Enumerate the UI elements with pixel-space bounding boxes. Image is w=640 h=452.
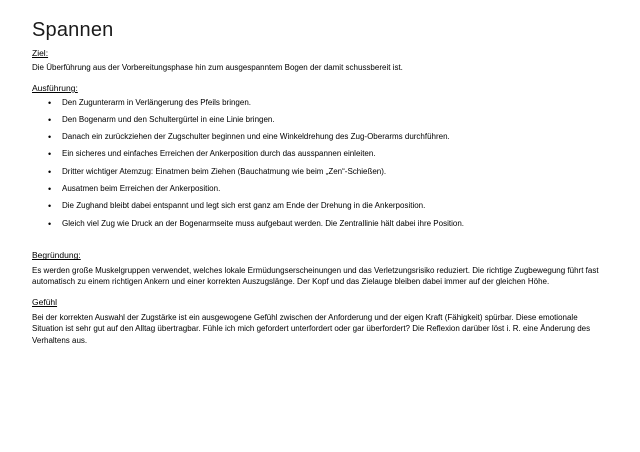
list-item: • Dritter wichtiger Atemzug: Einatmen beim Ziehen (Bauchatmung wie beim „Zen“-Schießen). (48, 167, 610, 178)
bullet-list-ausfuehrung (30, 98, 610, 230)
section-ausfuehrung (30, 83, 610, 229)
section-begruendung (30, 250, 610, 288)
list-item: • Die Zughand bleibt dabei entspannt und legt sich erst ganz am Ende der Drehung in die Ankerposition. (48, 201, 610, 212)
section-gefuehl (30, 297, 610, 346)
list-item: • Gleich viel Zug wie Druck an der Bogenarmseite muss aufgebaut werden. Die Zentrallinie hält dabei ihre Position. (48, 219, 610, 230)
section-paragraph-begruendung: Es werden große Muskelgruppen verwendet, welches lokale Ermüdungserscheinungen und das Verletzungsrisiko reduziert. Die richtige Zugbewegung führt fast automatisch zu einem richtigen Ankern und einer korrekten Auszugslänge. Der Kopf und das Zielauge bleiben dabei immer auf der gleichen Höhe. (32, 265, 599, 287)
list-item: • Ausatmen beim Erreichen der Ankerposition. (48, 184, 610, 195)
section-paragraph-ziel: Die Überführung aus der Vorbereitungsphase hin zum ausgespanntem Bogen der damit schussbereit ist. (32, 63, 403, 73)
section-heading-gefuehl: Gefühl (32, 297, 58, 308)
section-paragraph-gefuehl: Bei der korrekten Auswahl der Zugstärke ist ein ausgewogene Gefühl zwischen der Anforderung und der eigen Kraft (Fähigkeit) spürbar. Diese emotionale Situation ist sehr gut auf den Alltag übertragbar. Fühle ich mich gefordert unterfordert oder gar überfordert? Die Reflexion darüber löst i. R. eine Änderung des Verhaltens aus. (32, 312, 591, 345)
section-heading-ziel: Ziel: (32, 48, 49, 58)
list-item: • Danach ein zurückziehen der Zugschulter beginnen und eine Winkeldrehung des Zug-Oberarms durchführen. (48, 132, 610, 143)
list-item: • Ein sicheres und einfaches Erreichen der Ankerposition durch das ausspannen einleiten. (48, 149, 610, 160)
section-heading-ausfuehrung: Ausführung: (32, 83, 78, 94)
section-ziel (30, 48, 610, 74)
spacer (30, 237, 610, 248)
list-item: • Den Bogenarm und den Schultergürtel in eine Linie bringen. (48, 115, 610, 126)
list-item: • Den Zugunterarm in Verlängerung des Pfeils bringen. (48, 98, 610, 109)
section-heading-begruendung: Begründung: (32, 250, 81, 261)
page-title: Spannen (32, 19, 114, 41)
